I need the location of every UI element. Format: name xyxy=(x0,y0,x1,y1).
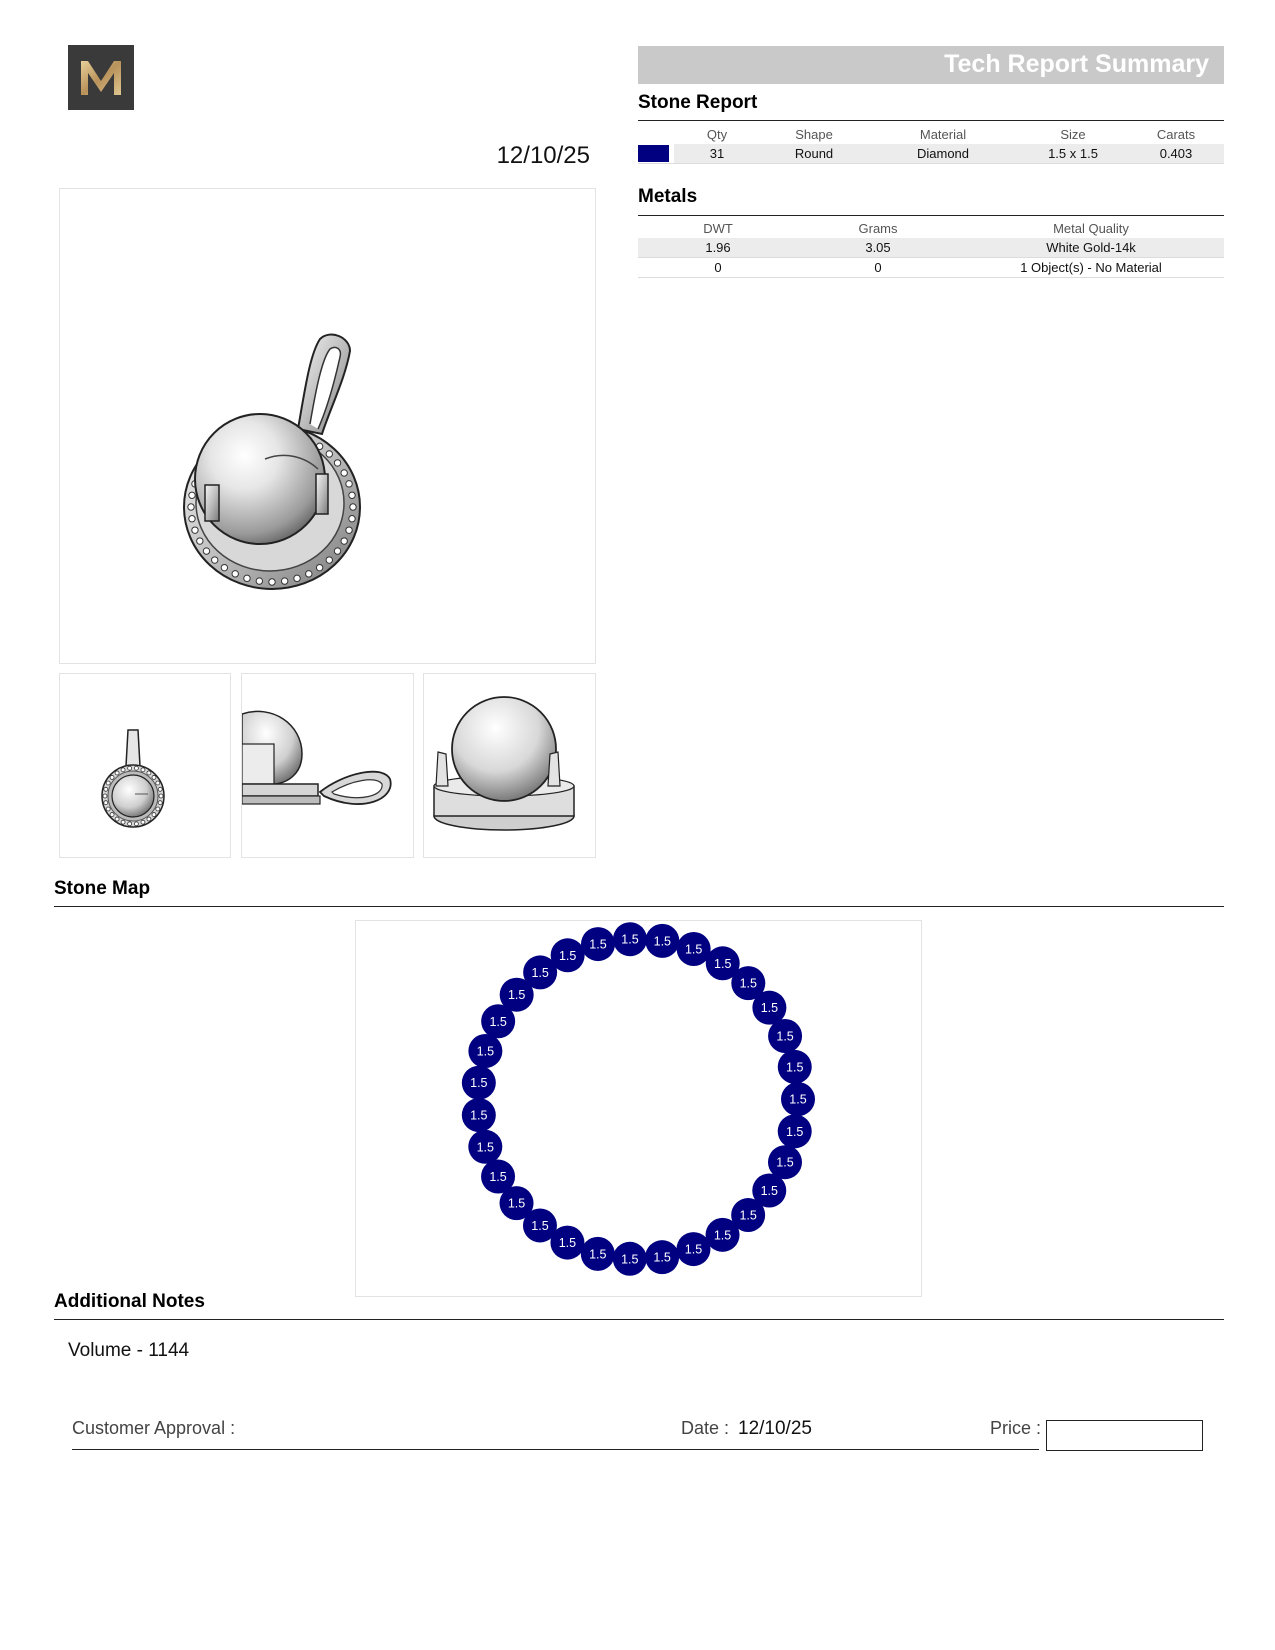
halo-bead xyxy=(197,538,203,544)
halo-bead xyxy=(147,771,151,775)
stone-size-label: 1.5 xyxy=(739,1208,757,1223)
stone-map-panel xyxy=(355,920,922,1297)
stone-marker xyxy=(778,1050,812,1084)
cell-dwt: 0 xyxy=(638,258,798,278)
stone-marker xyxy=(781,1082,815,1116)
cell-metal-quality: White Gold-14k xyxy=(958,238,1224,258)
stone-marker xyxy=(581,1237,615,1271)
cell-metal-quality: 1 Object(s) - No Material xyxy=(958,258,1224,278)
pendant-angle-view xyxy=(423,673,596,858)
halo-bead xyxy=(341,538,347,544)
stone-size-label: 1.5 xyxy=(776,1155,794,1170)
notes-text: Volume - 1144 xyxy=(68,1340,190,1361)
cell-size: 1.5 x 1.5 xyxy=(1018,144,1128,164)
halo-bead xyxy=(189,492,195,498)
halo-bead xyxy=(269,579,275,585)
stone-marker xyxy=(551,938,585,972)
m-logo-icon xyxy=(68,45,134,110)
stone-marker xyxy=(468,1130,502,1164)
halo-bead xyxy=(152,813,156,817)
halo-bead xyxy=(128,822,132,826)
halo-bead xyxy=(350,504,356,510)
stone-size-label: 1.5 xyxy=(776,1029,794,1044)
stone-marker xyxy=(645,1240,679,1274)
stone-size-label: 1.5 xyxy=(476,1140,495,1155)
halo-bead xyxy=(349,516,355,522)
stone-map-title: Stone Map xyxy=(54,878,151,899)
halo-bead xyxy=(256,578,262,584)
stone-color-swatch xyxy=(638,145,669,162)
halo-bead xyxy=(203,548,209,554)
halo-bead xyxy=(189,516,195,522)
customer-approval-field[interactable] xyxy=(320,1414,670,1446)
price-label: Price : xyxy=(990,1418,1042,1438)
halo-bead xyxy=(156,781,160,785)
halo-bead xyxy=(134,766,138,770)
cell-material: Diamond xyxy=(868,144,1018,164)
stone-size-label: 1.5 xyxy=(786,1060,804,1075)
col-material: Material xyxy=(919,126,967,142)
angle-view-image xyxy=(424,674,595,857)
pendant-side-view xyxy=(241,673,414,858)
halo-bead xyxy=(106,807,110,811)
stone-marker xyxy=(462,1098,496,1132)
halo-bead xyxy=(306,571,312,577)
halo-bead xyxy=(188,504,194,510)
halo-bead xyxy=(212,557,218,563)
stone-marker xyxy=(581,927,615,961)
stone-size-label: 1.5 xyxy=(760,1001,779,1016)
metals-table xyxy=(638,218,1224,278)
stone-marker xyxy=(613,922,647,956)
stone-size-label: 1.5 xyxy=(621,932,639,947)
stone-marker xyxy=(778,1114,812,1148)
halo-bead xyxy=(115,817,119,821)
halo-bead xyxy=(316,564,322,570)
stone-size-label: 1.5 xyxy=(558,1236,577,1251)
stone-marker xyxy=(462,1066,496,1100)
col-shape: Shape xyxy=(795,126,833,142)
stone-size-label: 1.5 xyxy=(760,1183,778,1198)
halo-bead xyxy=(294,575,300,581)
halo-bead xyxy=(158,801,162,805)
stone-size-label: 1.5 xyxy=(589,1247,607,1262)
customer-approval-label: Customer Approval : xyxy=(72,1418,236,1438)
stone-size-label: 1.5 xyxy=(653,934,672,949)
stone-size-label: 1.5 xyxy=(476,1044,495,1059)
cell-grams: 3.05 xyxy=(798,238,958,258)
stone-size-label: 1.5 xyxy=(684,1242,703,1257)
stone-size-label: 1.5 xyxy=(531,965,549,980)
stone-size-label: 1.5 xyxy=(470,1076,488,1091)
stone-size-label: 1.5 xyxy=(489,1014,507,1029)
cell-shape: Round xyxy=(760,144,868,164)
stone-size-label: 1.5 xyxy=(739,976,758,991)
pendant-render-image xyxy=(60,189,595,663)
table-row xyxy=(638,258,1224,278)
cell-dwt: 1.96 xyxy=(638,238,798,258)
col-metal-quality: Metal Quality xyxy=(1053,220,1129,236)
halo-bead xyxy=(152,775,156,779)
stone-marker xyxy=(468,1034,502,1068)
stone-size-label: 1.5 xyxy=(489,1170,507,1185)
halo-bead xyxy=(334,548,340,554)
halo-bead xyxy=(341,470,347,476)
price-input-box[interactable] xyxy=(1046,1420,1203,1451)
halo-bead xyxy=(346,527,352,533)
stone-size-label: 1.5 xyxy=(684,942,703,957)
stone-marker xyxy=(706,1218,740,1252)
halo-bead xyxy=(121,768,125,772)
halo-bead xyxy=(103,794,107,798)
halo-bead xyxy=(141,820,145,824)
metals-rule xyxy=(638,215,1224,216)
table-row xyxy=(638,144,1224,164)
cell-grams: 0 xyxy=(798,258,958,278)
halo-bead xyxy=(192,527,198,533)
report-title-bar xyxy=(638,46,1224,84)
halo-bead xyxy=(346,481,352,487)
stone-size-label: 1.5 xyxy=(786,1124,804,1139)
stone-report-title: Stone Report xyxy=(638,92,758,113)
col-qty: Qty xyxy=(706,126,728,142)
report-title: Tech Report Summary xyxy=(944,50,1209,78)
stone-map-diagram xyxy=(356,921,921,1296)
cell-carats: 0.403 xyxy=(1128,144,1224,164)
col-size: Size xyxy=(1060,126,1086,142)
halo-bead xyxy=(121,820,125,824)
pendant-front-view xyxy=(59,673,231,858)
halo-bead xyxy=(334,460,340,466)
halo-bead xyxy=(221,564,227,570)
stone-size-label: 1.5 xyxy=(470,1108,488,1123)
halo-bead xyxy=(159,794,163,798)
halo-bead xyxy=(110,775,114,779)
stone-size-label: 1.5 xyxy=(789,1092,807,1107)
stone-report-rule xyxy=(638,120,1224,121)
stone-marker xyxy=(613,1242,647,1276)
stone-marker xyxy=(645,924,679,958)
report-date: 12/10/25 xyxy=(496,142,590,169)
col-carats: Carats xyxy=(1156,126,1196,142)
approval-signature-line xyxy=(72,1449,1039,1450)
metals-title: Metals xyxy=(638,186,698,207)
notes-rule xyxy=(54,1319,1224,1320)
halo-bead xyxy=(110,813,114,817)
col-dwt: DWT xyxy=(703,220,733,236)
halo-bead xyxy=(141,768,145,772)
stone-size-label: 1.5 xyxy=(653,1250,671,1265)
stone-size-label: 1.5 xyxy=(714,956,732,971)
halo-bead xyxy=(326,451,332,457)
approval-date-value[interactable]: 12/10/25 xyxy=(738,1418,812,1439)
cell-qty: 31 xyxy=(674,144,760,164)
halo-bead xyxy=(106,781,110,785)
stone-map-rule xyxy=(54,906,1224,907)
halo-bead xyxy=(156,807,160,811)
halo-bead xyxy=(115,771,119,775)
table-header-row xyxy=(638,124,1224,144)
halo-bead xyxy=(128,766,132,770)
table-header-row xyxy=(638,218,1224,238)
halo-bead xyxy=(158,787,162,791)
halo-bead xyxy=(232,571,238,577)
halo-bead xyxy=(104,801,108,805)
stone-marker xyxy=(677,932,711,966)
table-row xyxy=(638,238,1224,258)
stone-marker xyxy=(676,1232,710,1266)
notes-title: Additional Notes xyxy=(54,1291,205,1312)
halo-bead xyxy=(104,787,108,791)
pendant-main-render xyxy=(59,188,596,664)
company-logo xyxy=(68,45,134,110)
front-view-image xyxy=(60,674,230,857)
stone-marker xyxy=(768,1019,802,1053)
stone-size-label: 1.5 xyxy=(507,988,526,1003)
halo-bead xyxy=(147,817,151,821)
date-label: Date : xyxy=(681,1418,730,1438)
halo-bead xyxy=(349,492,355,498)
side-view-image xyxy=(242,674,413,857)
stone-size-label: 1.5 xyxy=(531,1218,549,1233)
halo-bead xyxy=(244,575,250,581)
stone-report-table xyxy=(638,124,1224,164)
stone-size-label: 1.5 xyxy=(558,948,577,963)
halo-bead xyxy=(134,822,138,826)
col-grams: Grams xyxy=(858,220,898,236)
stone-size-label: 1.5 xyxy=(507,1196,526,1211)
stone-marker xyxy=(481,1160,515,1194)
halo-bead xyxy=(281,578,287,584)
halo-bead xyxy=(326,557,332,563)
stone-size-label: 1.5 xyxy=(621,1252,639,1267)
stone-size-label: 1.5 xyxy=(713,1228,732,1243)
stone-size-label: 1.5 xyxy=(589,937,607,952)
